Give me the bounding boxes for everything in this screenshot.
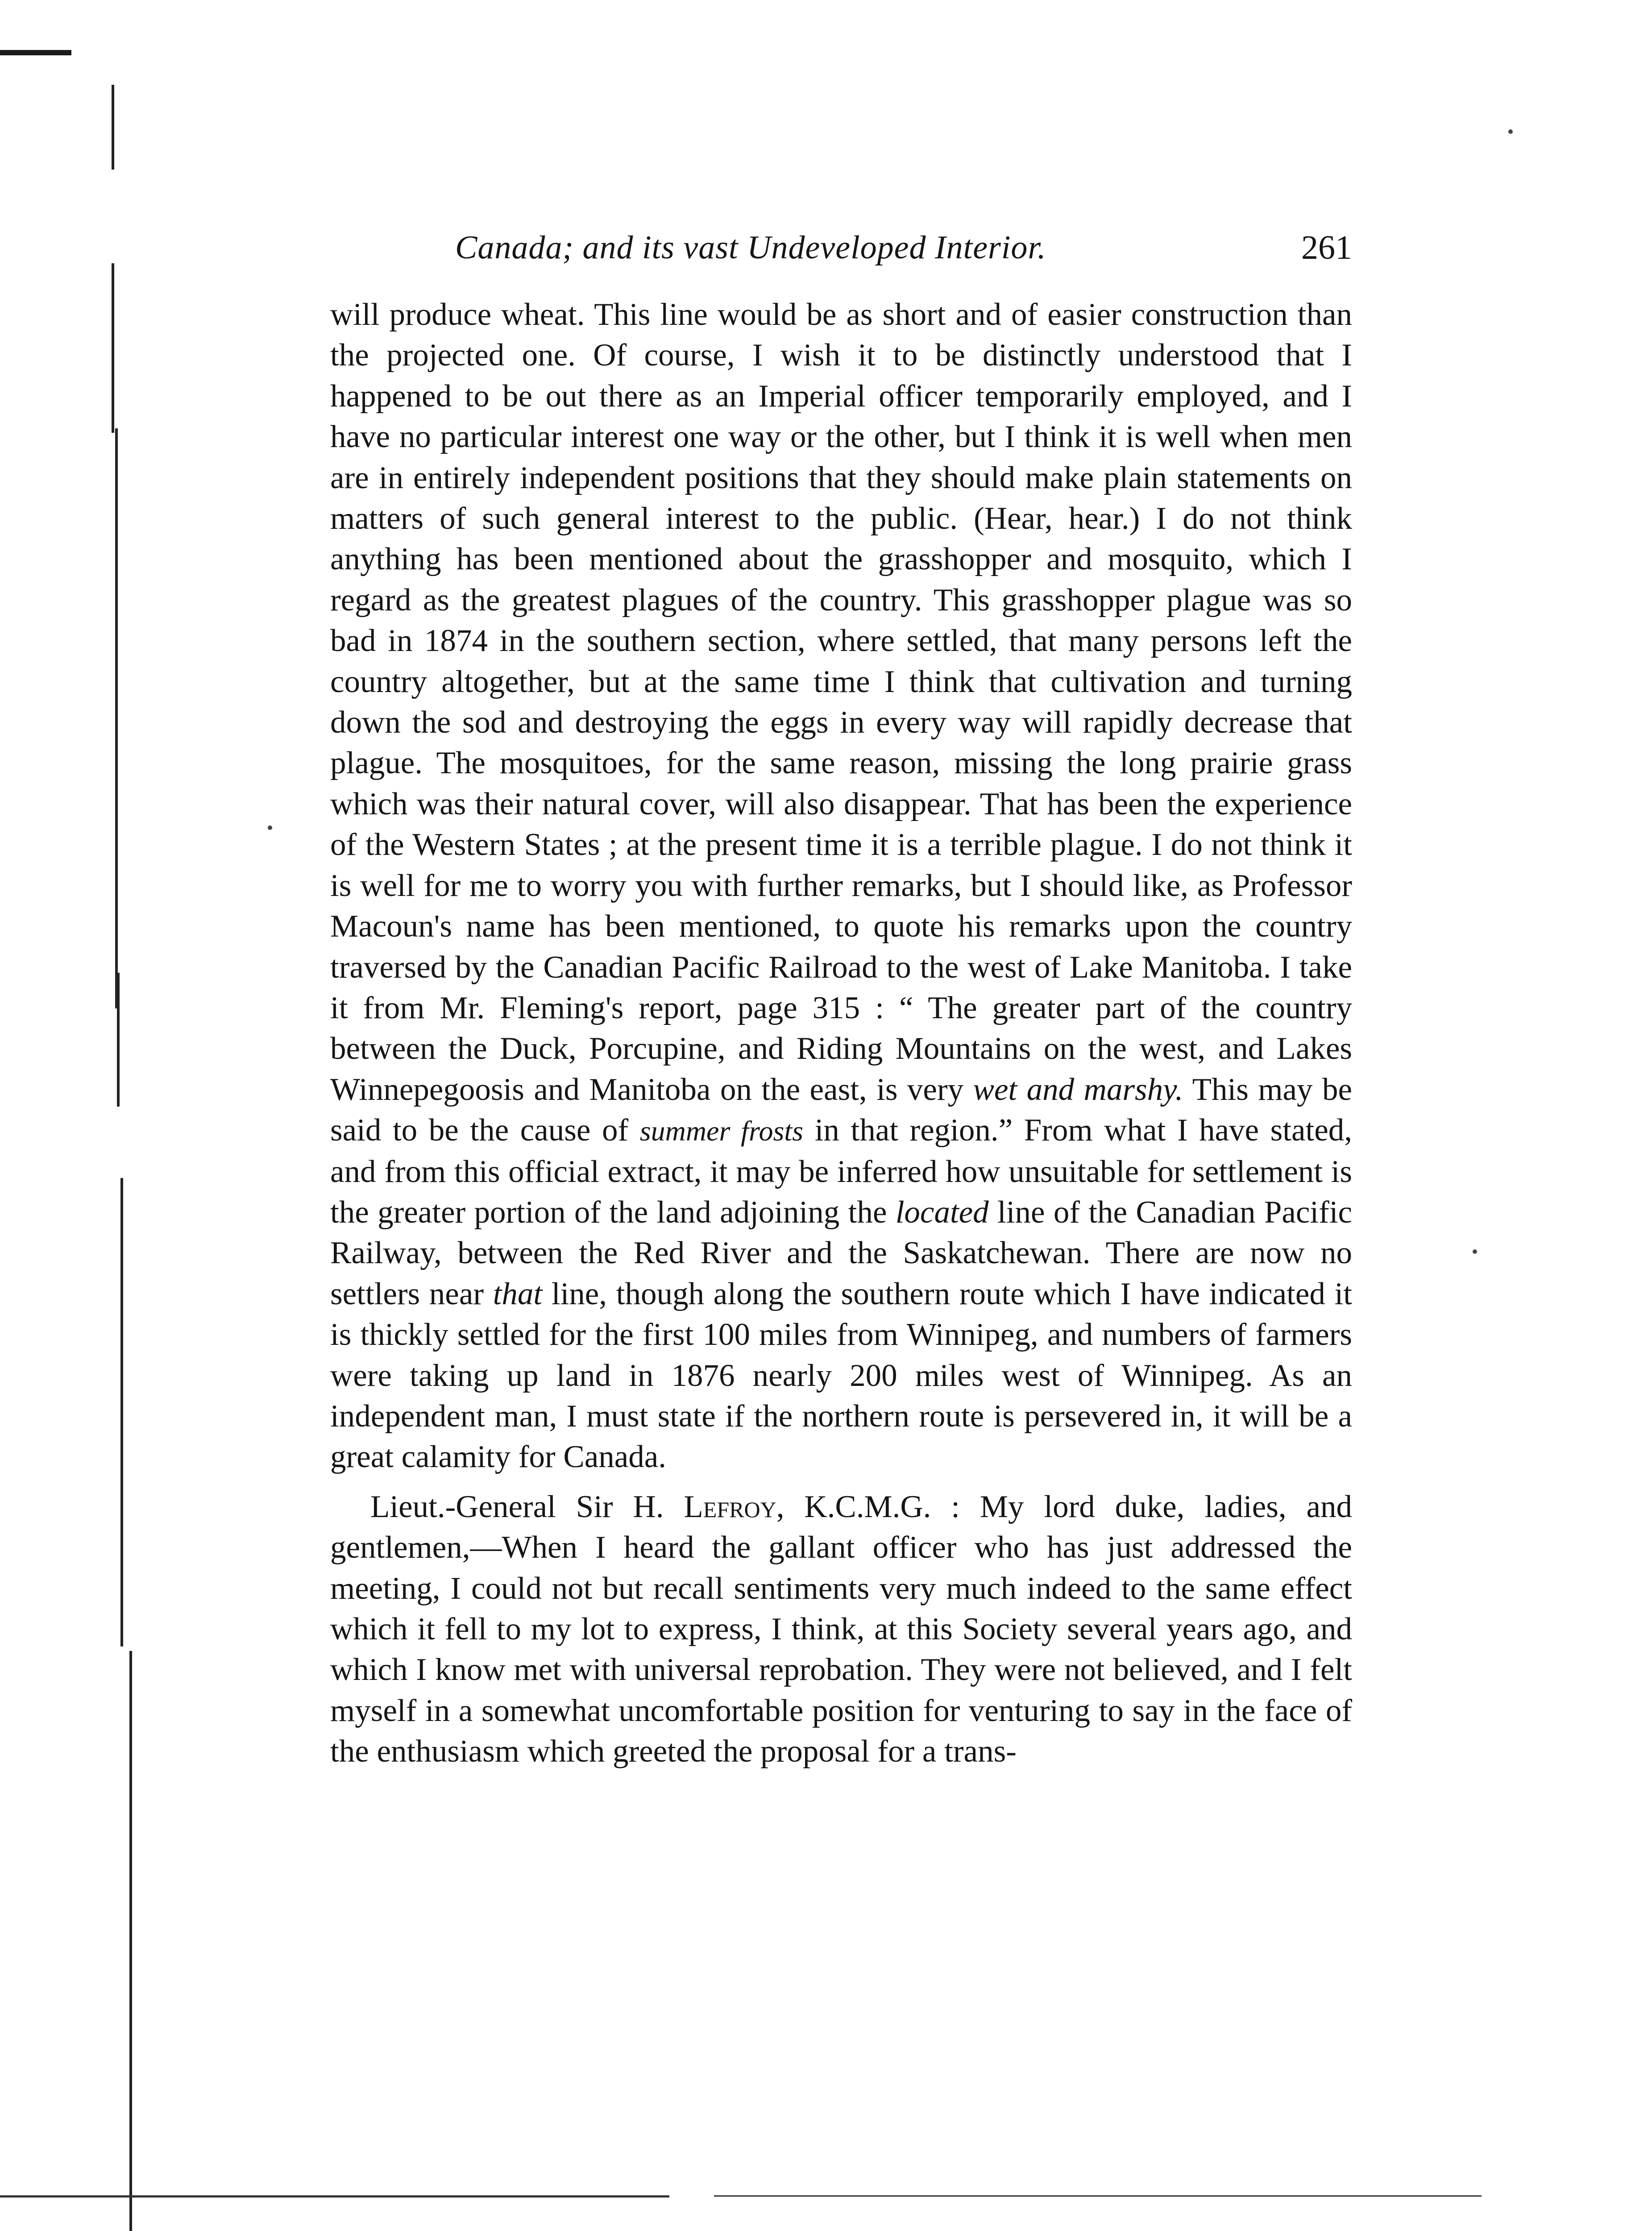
speaker-prefix: Lieut.-General Sir H. — [370, 1489, 664, 1524]
binding-edge-line-3 — [115, 428, 118, 1008]
page-number: 261 — [1301, 229, 1352, 266]
paragraph-2-text: My lord duke, ladies, and gentlemen,—When I heard the gallant officer who has just addressed the meeting, I could not but recall sentiments very much indeed to the same effect which it fell to my lot to express, I think, at this Society several years ago, and which I know met with universal reprobation. They were not believed, and I felt myself in a somewhat uncomfortable position for venturing to say in the face of the enthusiasm which greeted the proposal for a trans- — [330, 1489, 1352, 1769]
speaker-name: Lefroy — [684, 1489, 776, 1524]
body-text — [330, 294, 1352, 1772]
emphasis-summer-frosts: summer frosts — [639, 1115, 804, 1147]
running-title: Canada; and its vast Undeveloped Interior. — [455, 229, 1046, 266]
paragraph-2 — [330, 1487, 1352, 1772]
binding-edge-line-1 — [112, 85, 114, 170]
scan-speck — [268, 825, 272, 830]
paragraph-1-text-part: line of the Canadian Pacific Railway, between the Red River and the Saskatchewan. There are now no settlers near — [330, 1194, 1352, 1311]
binding-edge-line-4 — [117, 973, 120, 1107]
paragraph-1-text-part: will produce wheat. This line would be as short and of easier construction than the projected one. Of course, I wish it to be distinctly understood that I happened to be out there as an Imperial officer temporarily employed, and I have no particular interest one way or the other, but I think it is well when men are in entirely independent positions that they should make plain statements on matters of such general interest to the public. (Hear, hear.) I do not think anything has been mentioned about the grasshopper and mosquito, which I regard as the greatest plagues of the country. This grasshopper plague was so bad in 1874 in the southern section, where settled, that many persons left the country altogether, but at the same time I think that cultivation and turning down the sod and destroying the eggs in every way will rapidly decrease that plague. The mosquitoes, for the same reason, missing the long prairie grass which was their natural cover, will also disappear. That has been the experience of the Western States ; at the present time it is a terrible plague. I do not think it is well for me to worry you with further remarks, but I should like, as Professor Macoun's name has been mentioned, to quote his remarks upon the country traversed by the Canadian Pacific Railroad to the west of Lake Manitoba. I take it from Mr. Fleming's report, page 315 : “ The greater part of the country between the Duck, Porcupine, and Riding Mountains on the west, and Lakes Winnepegoosis and Manitoba on the east, is very — [330, 297, 1352, 1107]
bottom-scan-rule-left — [0, 2195, 669, 2198]
binding-edge-line-6 — [129, 1651, 132, 2231]
paragraph-1-text-part: This may be said to be the cause of — [330, 1072, 1352, 1148]
paragraph-1 — [330, 294, 1352, 1478]
scan-speck — [1473, 1249, 1477, 1254]
corner-scan-mark — [0, 50, 71, 55]
binding-edge-line-2 — [112, 263, 114, 433]
speaker-suffix: , K.C.M.G. : — [776, 1489, 960, 1524]
emphasis-located: located — [895, 1194, 989, 1230]
running-header — [330, 219, 1352, 277]
paragraph-1-text-part: in that region.” From what I have stated, and from this official extract, it may be inferred how unsuitable for settlement is the greater portion of the land adjoining the — [330, 1113, 1353, 1230]
emphasis-that: that — [493, 1276, 543, 1311]
scan-speck — [1508, 129, 1513, 134]
emphasis-wet-and-marshy: wet and marshy. — [973, 1072, 1183, 1107]
binding-edge-line-5 — [120, 1178, 123, 1646]
bottom-scan-rule-right — [714, 2195, 1482, 2197]
paragraph-1-text-part: line, though along the southern route which I have indicated it is thickly settled for the first 100 miles from Winnipeg, and numbers of farmers were taking up land in 1876 nearly 200 miles west of Winnipeg. As an independent man, I must state if the northern route is persevered in, it will be a great calamity for Canada. — [330, 1276, 1353, 1475]
